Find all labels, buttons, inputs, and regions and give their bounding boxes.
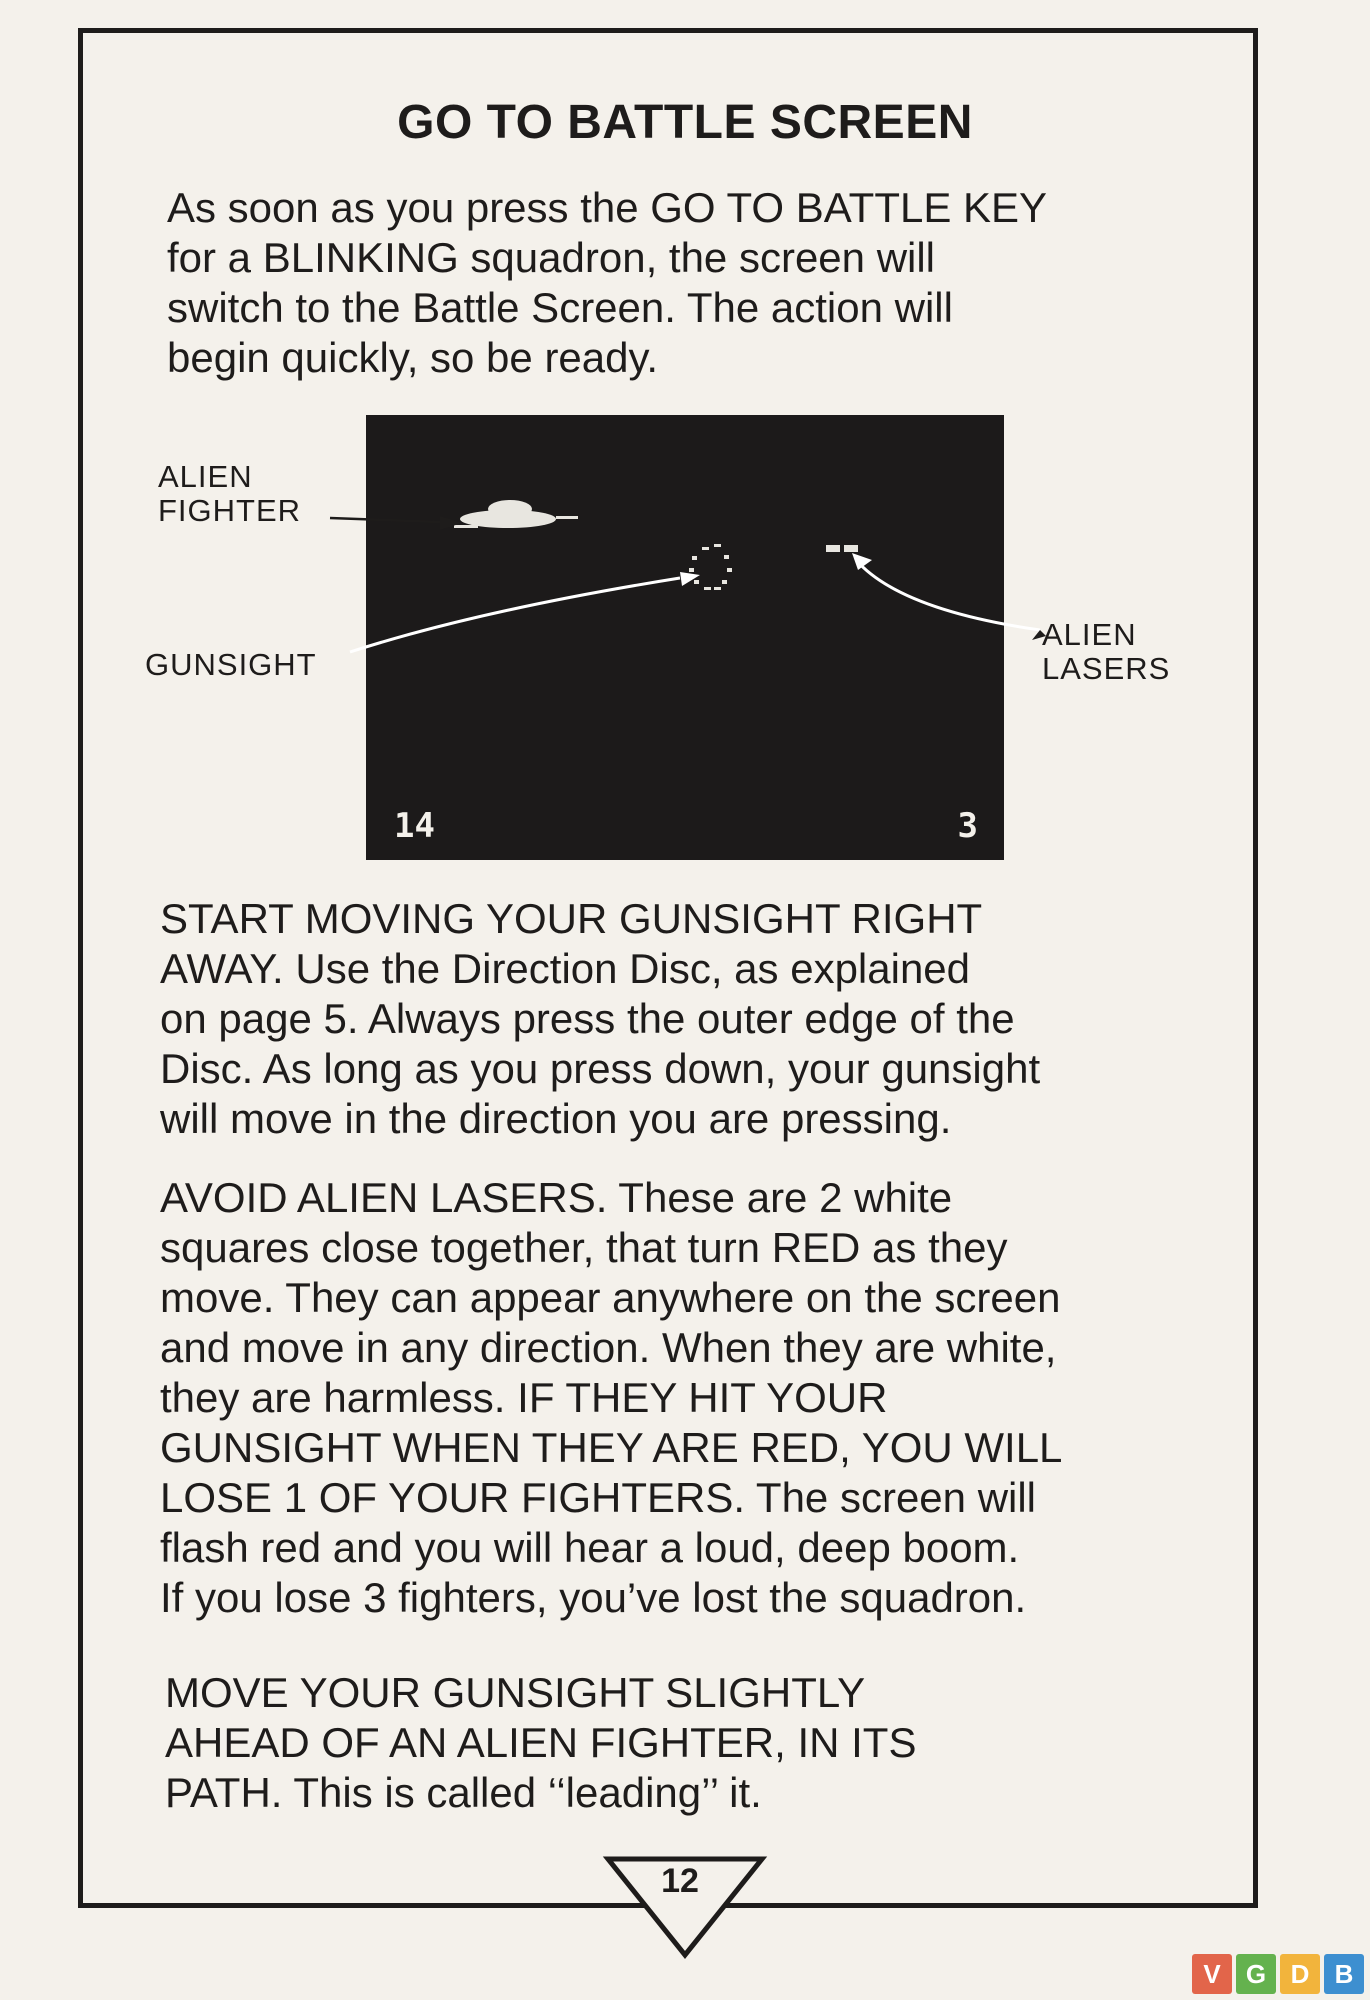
moving-gunsight-paragraph: [160, 894, 1040, 1144]
callout-line: ALIEN: [158, 459, 253, 494]
text-line: they are harmless. IF THEY HIT YOUR: [160, 1374, 888, 1421]
score-right: 3: [957, 806, 978, 846]
page-title: GO TO BATTLE SCREEN: [397, 96, 973, 149]
text-line: PATH. This is called ‘‘leading’’ it.: [165, 1769, 762, 1816]
page-number: 12: [661, 1862, 699, 1900]
text-line: AHEAD OF AN ALIEN FIGHTER, IN ITS: [165, 1719, 917, 1766]
callout-line: FIGHTER: [158, 493, 302, 528]
text-line: If you lose 3 fighters, you’ve lost the squadron.: [160, 1574, 1027, 1621]
text-line: GUNSIGHT WHEN THEY ARE RED, YOU WILL: [160, 1424, 1063, 1471]
callout-line: ALIEN: [1042, 617, 1137, 652]
callout-line: LASERS: [1042, 651, 1171, 686]
text-line: AWAY. Use the Direction Disc, as explained: [160, 945, 971, 992]
text-line: on page 5. Always press the outer edge of the: [160, 995, 1015, 1042]
avoid-lasers-paragraph: [160, 1173, 1062, 1623]
text-line: begin quickly, so be ready.: [167, 334, 659, 381]
score-left: 14: [394, 806, 435, 846]
text-line: for a BLINKING squadron, the screen will: [167, 234, 936, 281]
text-line: switch to the Battle Screen. The action will: [167, 284, 953, 331]
leading-paragraph: [165, 1668, 916, 1818]
vgdb-watermark: [1188, 1954, 1364, 1994]
text-line: LOSE 1 OF YOUR FIGHTERS. The screen will: [160, 1474, 1037, 1521]
callout-gunsight: GUNSIGHT: [145, 647, 317, 682]
callout-alien-lasers: [1042, 618, 1170, 686]
callout-alien-fighter: [158, 460, 301, 528]
watermark-letter: B: [1324, 1954, 1364, 1994]
text-line: squares close together, that turn RED as they: [160, 1224, 1008, 1271]
watermark-letter: D: [1280, 1954, 1320, 1994]
text-line: will move in the direction you are pressing.: [160, 1095, 952, 1142]
text-line: As soon as you press the GO TO BATTLE KEY: [167, 184, 1048, 231]
watermark-letter: G: [1236, 1954, 1276, 1994]
text-line: Disc. As long as you press down, your gunsight: [160, 1045, 1041, 1092]
text-line: move. They can appear anywhere on the screen: [160, 1274, 1061, 1321]
watermark-letter: V: [1192, 1954, 1232, 1994]
text-line: AVOID ALIEN LASERS. These are 2 white: [160, 1174, 953, 1221]
text-line: flash red and you will hear a loud, deep boom.: [160, 1524, 1020, 1571]
text-line: and move in any direction. When they are white,: [160, 1324, 1057, 1371]
text-line: MOVE YOUR GUNSIGHT SLIGHTLY: [165, 1669, 866, 1716]
text-line: START MOVING YOUR GUNSIGHT RIGHT: [160, 895, 983, 942]
